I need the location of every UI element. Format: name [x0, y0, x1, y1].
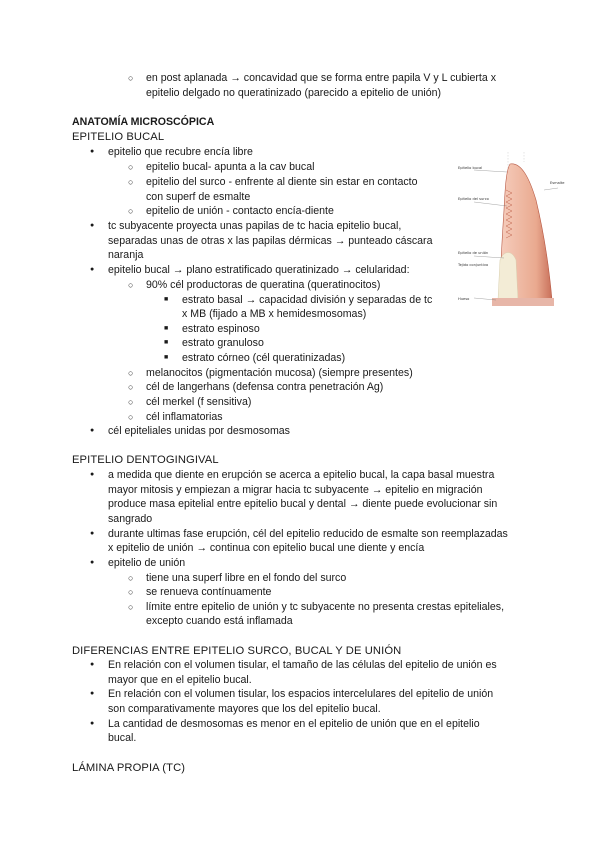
figure-label: Epitelio de unión	[458, 251, 489, 255]
figure-label: Hueso	[458, 297, 470, 301]
circle-bullet-icon	[128, 175, 133, 191]
list-item: epitelio bucal- apunta a la cav bucal	[146, 161, 315, 173]
circle-bullet-icon	[128, 585, 133, 601]
disc-bullet-icon	[90, 717, 94, 733]
section-title: ANATOMÍA MICROSCÓPICA	[72, 116, 215, 128]
list-item: separadas unas de otras x las papilas dérmicas → punteado cáscara	[108, 235, 433, 247]
square-bullet-icon	[164, 336, 168, 352]
list-item: estrato granuloso	[182, 337, 264, 349]
circle-bullet-icon	[128, 204, 133, 220]
disc-bullet-icon	[90, 527, 94, 543]
section-title: EPITELIO DENTOGINGIVAL	[72, 454, 219, 466]
disc-bullet-icon	[90, 556, 94, 572]
list-item: sangrado	[108, 513, 153, 525]
intro-line: epitelio delgado no queratinizado (parecido a epitelio de unión)	[146, 87, 442, 99]
circle-bullet-icon	[128, 160, 133, 176]
list-item: durante ultimas fase erupción, cél del epitelio reducido de esmalte son reemplazadas	[108, 528, 508, 540]
list-item: melanocitos (pigmentación mucosa) (siempre presentes)	[146, 367, 413, 379]
list-item: a medida que diente en erupción se acerca a epitelio bucal, la capa basal muestra	[108, 469, 495, 481]
circle-bullet-icon	[128, 71, 133, 87]
list-item: cél merkel (f sensitiva)	[146, 396, 252, 408]
list-item: epitelio de unión	[108, 557, 186, 569]
list-item: tiene una superf libre en el fondo del surco	[146, 572, 347, 584]
section-title: LÁMINA PROPIA (TC)	[72, 762, 186, 774]
list-item: En relación con el volumen tisular, el tamaño de las células del epitelio de unión es	[108, 659, 497, 671]
list-item: mayor que en el epitelio bucal.	[108, 674, 252, 686]
list-item: cél inflamatorias	[146, 411, 223, 423]
list-item: cél epiteliales unidas por desmosomas	[108, 425, 290, 437]
disc-bullet-icon	[90, 468, 94, 484]
list-item: La cantidad de desmosomas es menor en el epitelio de unión que en el epitelio	[108, 718, 480, 730]
list-item: epitelio bucal → plano estratificado queratinizado → celularidad:	[108, 264, 410, 276]
figure-label: Epitelio bucal	[458, 166, 483, 170]
list-item: En relación con el volumen tisular, los espacios intercelulares del epitelio de unión	[108, 688, 494, 700]
list-item: produce masa epitelial entre epitelio bucal y dental → diente puede evolucionar sin	[108, 498, 498, 510]
list-item: son comparativamente mayores que los del epitelio bucal.	[108, 703, 381, 715]
gingiva-illustration	[452, 150, 572, 310]
list-item: x epitelio de unión → continua con epitelio bucal une diente y encía	[108, 542, 425, 554]
list-item: epitelio del surco - enfrente al diente sin estar en contacto	[146, 176, 418, 188]
disc-bullet-icon	[90, 424, 94, 440]
list-item: estrato espinoso	[182, 323, 260, 335]
list-item: con superf de esmalte	[146, 191, 251, 203]
gingiva-diagram	[452, 150, 572, 310]
square-bullet-icon	[164, 293, 168, 309]
list-item: naranja	[108, 249, 144, 261]
figure-label: Epitelio del surco	[458, 197, 489, 201]
section-title: DIFERENCIAS ENTRE EPITELIO SURCO, BUCAL Y DE UNIÓN	[72, 645, 402, 657]
list-item: se renueva contínuamente	[146, 586, 272, 598]
list-item: límite entre epitelio de unión y tc subyacente no presenta crestas epiteliales,	[146, 601, 505, 613]
square-bullet-icon	[164, 351, 168, 367]
list-item: 90% cél productoras de queratina (queratinocitos)	[146, 279, 381, 291]
intro-line: en post aplanada → concavidad que se forma entre papila V y L cubierta x	[146, 72, 497, 84]
list-item: epitelio que recubre encía libre	[108, 146, 253, 158]
list-item: epitelio de unión - contacto encía-diente	[146, 205, 334, 217]
circle-bullet-icon	[128, 600, 133, 616]
list-item: bucal.	[108, 732, 137, 744]
figure-label: Tejido conjuntivo	[458, 263, 489, 267]
section-subtitle: EPITELIO BUCAL	[72, 131, 165, 143]
disc-bullet-icon	[90, 219, 94, 235]
circle-bullet-icon	[128, 395, 133, 411]
disc-bullet-icon	[90, 263, 94, 279]
figure-label: Esmalte	[550, 181, 565, 185]
enamel-shape	[498, 253, 518, 301]
disc-bullet-icon	[90, 687, 94, 703]
bone-shape	[492, 298, 554, 306]
list-item: x MB (fijado a MB x hemidesmosomas)	[182, 308, 367, 320]
list-item: mayor mitosis y empiezan a migrar hacia tc subyacente → epitelio en migración	[108, 484, 483, 496]
disc-bullet-icon	[90, 658, 94, 674]
list-item: excepto cuando está inflamada	[146, 615, 293, 627]
circle-bullet-icon	[128, 278, 133, 294]
list-item: cél de langerhans (defensa contra penetración Ag)	[146, 381, 384, 393]
disc-bullet-icon	[90, 145, 94, 161]
list-item: estrato córneo (cél queratinizadas)	[182, 352, 346, 364]
list-item: tc subyacente proyecta unas papilas de tc hacia epitelio bucal,	[108, 220, 402, 232]
circle-bullet-icon	[128, 380, 133, 396]
list-item: estrato basal → capacidad división y separadas de tc	[182, 294, 433, 306]
